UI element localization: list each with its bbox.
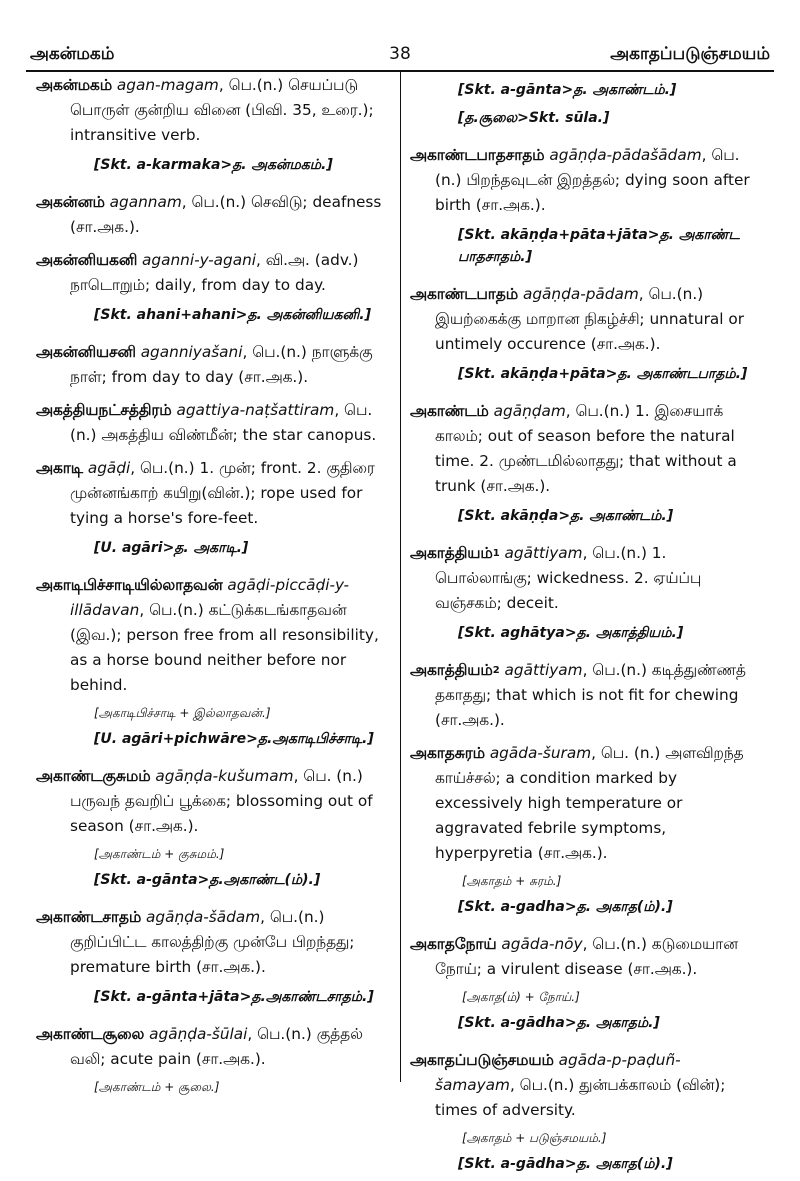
headword: அகாண்டசாதம்: [36, 908, 142, 926]
definition: , பெ.(n.) அகத்திய விண்மீன்; the star canopus.: [70, 401, 377, 444]
headword: அகாண்டகுசுமம்: [36, 767, 151, 785]
transliteration: aganni-y-agani: [142, 251, 257, 269]
transliteration: agāṇḍa-šādam: [146, 908, 261, 926]
dictionary-entry: [410, 541, 760, 616]
definition: , பெ. (n.) அளவிறந்த காய்ச்சல்; a condition marked by excessively high temperature or aggravated febrile symptoms, hyperpyretia (சா.அக.).: [435, 744, 744, 862]
definition: , பெ.(n.) குறிப்பிட்ட காலத்திற்கு முன்பே பிறந்தது; premature birth (சா.அக.).: [70, 908, 355, 976]
transliteration: agāḍi: [87, 459, 131, 477]
definition: , பெ.(n.) நாளுக்கு நாள்; from day to day (சா.அக.).: [70, 343, 373, 386]
dictionary-entry: [36, 73, 392, 148]
transliteration: agāttiyam: [504, 661, 583, 679]
entry-gap: [410, 533, 760, 541]
etymology: [Skt. akāṇḍa+pāta>த. அகாண்டபாதம்.]: [458, 366, 748, 382]
headword: அகன்னம்: [36, 193, 105, 211]
definition: , பெ.(n.) கடுமையான நோய்; a virulent disease (சா.அக.).: [435, 935, 738, 978]
compound-note: [அகாண்டம் + சூலை.]: [94, 1080, 220, 1094]
etymology: [த.சூலை>Skt. sūla.]: [458, 110, 610, 126]
dictionary-entry: [410, 1048, 760, 1123]
entry-gap: [36, 756, 392, 764]
definition: , பெ.(n.) குத்தல் வலி; acute pain (சா.அக.).: [70, 1025, 363, 1068]
compound-note: [அகாத(ம்) + நோய்.]: [462, 990, 580, 1004]
transliteration: agāṇḍa-pādam: [522, 285, 639, 303]
definition: , பெ.(n.) செவிடு; deafness (சா.அக.).: [70, 193, 382, 236]
transliteration: agan-magam: [116, 76, 219, 94]
page-number: 38: [389, 44, 411, 64]
column-divider: [400, 72, 401, 1082]
entry-gap: [410, 650, 760, 658]
transliteration: agāda-nōy: [501, 935, 583, 953]
running-head-right: அகாதப்படுஞ்சமயம்: [610, 44, 770, 64]
etymology: [Skt. a-karmaka>த. அகன்மகம்.]: [94, 157, 333, 173]
headword: அகத்தியநட்சத்திரம்: [36, 401, 172, 419]
entry-gap: [410, 733, 760, 741]
transliteration: agattiya-naṭšattiram: [176, 401, 335, 419]
definition: , பெ.(n.) செயப்படு பொருள் குன்றிய வினை (பிவி. 35, உரை.); intransitive verb.: [70, 76, 374, 144]
transliteration: agannam: [109, 193, 182, 211]
dictionary-entry: [36, 248, 392, 298]
definition: , பெ. (n.) பருவந் தவறிப் பூக்கை; blossoming out of season (சா.அக.).: [70, 767, 373, 835]
transliteration: agāttiyam: [504, 544, 583, 562]
headword: அகாதசுரம்: [410, 744, 485, 762]
etymology: [Skt. akāṇḍa>த. அகாண்டம்.]: [458, 508, 674, 524]
dictionary-entry: [36, 456, 392, 531]
page-header: [26, 36, 774, 72]
compound-note: [அகாடிபிச்சாடி + இல்லாதவன்.]: [94, 706, 271, 720]
right-column: [410, 73, 760, 1181]
dictionary-entry: [36, 340, 392, 390]
entry-gap: [36, 565, 392, 573]
etymology: [Skt. a-gānta>த.அகாண்ட(ம்).]: [94, 872, 321, 888]
entry-gap: [36, 332, 392, 340]
entry-gap: [36, 390, 392, 398]
entry-gap: [36, 182, 392, 190]
left-column: [36, 73, 392, 1099]
headword: அகாத்தியம்: [410, 544, 493, 562]
dictionary-entry: [410, 143, 760, 218]
headword: அகாண்டசூலை: [36, 1025, 145, 1043]
dictionary-entry: [410, 741, 760, 866]
definition: , பெ.(n.) 1. முன்; front. 2. குதிரை முன்னங்காற் கயிறு(வின்.); rope used for tying a horse's fore-feet.: [70, 459, 375, 527]
compound-note: [அகாதம் + படுஞ்சமயம்.]: [462, 1131, 607, 1145]
dictionary-entry: [410, 282, 760, 357]
entry-gap: [36, 240, 392, 248]
headword: அகன்மகம்: [36, 76, 113, 94]
etymology: [Skt. a-gadha>த. அகாத(ம்).]: [458, 899, 673, 915]
compound-note: [அகாண்டம் + குசுமம்.]: [94, 847, 225, 861]
dictionary-entry: [410, 658, 760, 733]
dictionary-entry: [410, 932, 760, 982]
definition: , வி.அ. (adv.) நாடொறும்; daily, from day to day.: [70, 251, 359, 294]
dictionary-entry: [36, 905, 392, 980]
etymology: [Skt. a-gādha>த. அகாத(ம்).]: [458, 1156, 673, 1172]
definition: , பெ.(n.) கடித்துண்ணத் தகாதது; that which is not fit for chewing (சா.அக.).: [435, 661, 746, 729]
etymology: [Skt. aghātya>த. அகாத்தியம்.]: [458, 625, 684, 641]
transliteration: agāda-p-paḍuñ-šamayam: [435, 1051, 681, 1094]
etymology: [Skt. akāṇḍa+pāta+jāta>த. அகாண்ட பாதசாதம்.]: [458, 227, 740, 265]
transliteration: agāḍi-piccāḍi-y-illādavan: [70, 576, 350, 619]
definition: , பெ.(n.) 1. பொல்லாங்கு; wickedness. 2. ஏய்ப்பு வஞ்சகம்; deceit.: [435, 544, 702, 612]
dictionary-entry: [36, 764, 392, 839]
compound-note: [அகாதம் + சுரம்.]: [462, 874, 562, 888]
etymology: [U. agāri>த. அகாடி.]: [94, 540, 249, 556]
etymology: [Skt. ahani+ahani>த. அகன்னியகனி.]: [94, 307, 371, 323]
definition: , பெ.(n.) துன்பக்காலம் (வின்); times of adversity.: [435, 1076, 726, 1119]
etymology: [Skt. a-gānta+jāta>த.அகாண்டசாதம்.]: [94, 989, 374, 1005]
etymology: [U. agāri+pichwāre>த.அகாடிபிச்சாடி.]: [94, 731, 374, 747]
running-head-left: அகன்மகம்: [30, 44, 115, 64]
entry-gap: [410, 924, 760, 932]
entry-gap: [36, 448, 392, 456]
transliteration: agāṇḍa-šūlai: [149, 1025, 248, 1043]
transliteration: agāda-šuram: [489, 744, 592, 762]
dictionary-entry: [36, 1022, 392, 1072]
headword: அகன்னியசனி: [36, 343, 136, 361]
entry-gap: [36, 897, 392, 905]
entry-gap: [410, 274, 760, 282]
transliteration: aganniyašani: [140, 343, 243, 361]
headword: அகாண்டபாதம்: [410, 285, 519, 303]
homonym-number: 1: [492, 548, 500, 559]
dictionary-entry: [36, 573, 392, 698]
definition: , பெ.(n.) 1. இசையாக் காலம்; out of season before the natural time. 2. முண்டமில்லாதது; that without a trunk (சா.அக.).: [435, 402, 737, 495]
headword: அகாத்தியம்: [410, 661, 493, 679]
definition: , பெ.(n.) கட்டுக்கடங்காதவன் (இவ.); person free from all resonsibility, as a horse bound neither before nor behind.: [70, 601, 379, 694]
headword: அகாதப்படுஞ்சமயம்: [410, 1051, 554, 1069]
etymology: [Skt. a-gānta>த. அகாண்டம்.]: [458, 82, 677, 98]
headword: அகாண்டபாதசாதம்: [410, 146, 545, 164]
homonym-number: 2: [492, 665, 500, 676]
entry-gap: [410, 391, 760, 399]
headword: அகாண்டம்: [410, 402, 489, 420]
headword: அகாடி: [36, 459, 83, 477]
headword: அகாடிபிச்சாடியில்லாதவன்: [36, 576, 223, 594]
entry-gap: [410, 1040, 760, 1048]
headword: அகாதநோய்: [410, 935, 497, 953]
definition: , பெ.(n.) பிறந்தவுடன் இறத்தல்; dying soon after birth (சா.அக.).: [435, 146, 750, 214]
dictionary-entry: [410, 399, 760, 499]
dictionary-entry: [36, 398, 392, 448]
transliteration: agāṇḍa-pādašādam: [549, 146, 702, 164]
entry-gap: [36, 1014, 392, 1022]
dictionary-entry: [36, 190, 392, 240]
transliteration: agāṇḍam: [493, 402, 566, 420]
headword: அகன்னியகனி: [36, 251, 138, 269]
definition: , பெ.(n.) இயற்கைக்கு மாறான நிகழ்ச்சி; unnatural or untimely occurence (சா.அக.).: [435, 285, 745, 353]
etymology: [Skt. a-gādha>த. அகாதம்.]: [458, 1015, 660, 1031]
transliteration: agāṇḍa-kušumam: [155, 767, 294, 785]
entry-gap: [410, 135, 760, 143]
